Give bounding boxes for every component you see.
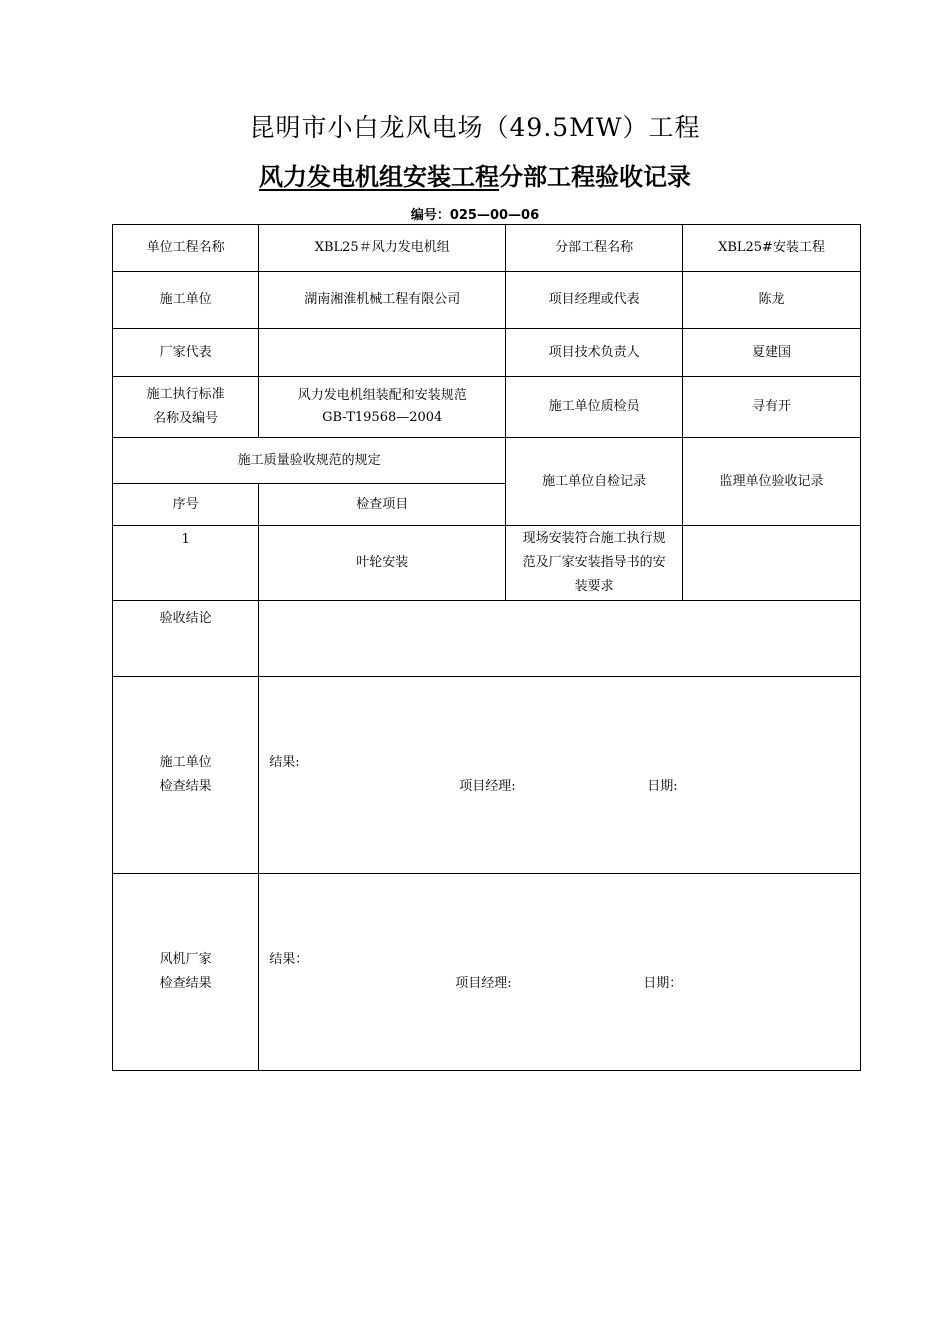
seq-header: 序号	[113, 484, 259, 526]
construction-date-label: 日期:	[647, 779, 678, 794]
qc-inspector-value: 寻有开	[683, 377, 861, 438]
item-header: 检查项目	[259, 484, 506, 526]
construction-unit-value: 湖南湘淮机械工程有限公司	[259, 272, 506, 329]
unit-project-value: XBL25＃风力发电机组	[259, 225, 506, 272]
vendor-rep-value	[259, 329, 506, 377]
vendor-result-area	[259, 874, 861, 1071]
qc-inspector-label: 施工单位质检员	[506, 377, 683, 438]
row-seq: 1	[113, 526, 259, 601]
unit-project-label: 单位工程名称	[113, 225, 259, 272]
table-row	[113, 526, 861, 601]
spec-header: 施工质量验收规范的规定	[113, 438, 506, 484]
project-manager-label: 项目经理或代表	[506, 272, 683, 329]
row-self-check: 现场安装符合施工执行规范及厂家安装指导书的安装要求	[506, 526, 683, 601]
construction-result-label	[113, 677, 259, 874]
construction-manager-label: 项目经理:	[459, 779, 516, 794]
construction-result-label-line-2: 检查结果	[159, 779, 212, 794]
tech-lead-label: 项目技术负责人	[506, 329, 683, 377]
standard-label	[113, 377, 259, 438]
document-title: 昆明市小白龙风电场（49.5MW）工程	[249, 113, 701, 142]
project-manager-value: 陈龙	[683, 272, 861, 329]
construction-unit-label: 施工单位	[113, 272, 259, 329]
standard-label-line-1: 施工执行标准	[146, 387, 225, 402]
construction-result-area	[259, 677, 861, 874]
conclusion-value	[259, 601, 861, 677]
vendor-result-label-line-1: 风机厂家	[159, 952, 212, 967]
vendor-rep-label: 厂家代表	[113, 329, 259, 377]
vendor-result-label	[113, 874, 259, 1071]
self-check-header: 施工单位自检记录	[506, 438, 683, 526]
standard-value-line-2: GB-T19568—2004	[322, 410, 443, 425]
document-subtitle	[0, 157, 950, 192]
row-supervisor	[683, 526, 861, 601]
row-item: 叶轮安装	[259, 526, 506, 601]
vendor-result-label-line-2: 检查结果	[159, 976, 212, 991]
subtitle-underlined-part: 风力发电机组安装工程	[259, 163, 499, 191]
standard-label-line-2: 名称及编号	[153, 411, 219, 426]
document-number: 编号：025—00—06	[410, 208, 540, 223]
construction-result-text: 结果:	[269, 755, 300, 770]
supervisor-header: 监理单位验收记录	[683, 438, 861, 526]
vendor-manager-label: 项目经理:	[455, 976, 512, 991]
standard-value	[259, 377, 506, 438]
sub-project-value: XBL25#安装工程	[683, 225, 861, 272]
tech-lead-value: 夏建国	[683, 329, 861, 377]
vendor-result-text: 结果：	[269, 952, 309, 967]
vendor-date-label: 日期：	[643, 976, 683, 991]
conclusion-label: 验收结论	[113, 601, 259, 677]
standard-value-line-1: 风力发电机组装配和安装规范	[297, 388, 467, 403]
sub-project-label: 分部工程名称	[506, 225, 683, 272]
acceptance-form-table	[112, 224, 861, 1071]
subtitle-rest: 分部工程验收记录	[499, 163, 691, 191]
construction-result-label-line-1: 施工单位	[159, 755, 212, 770]
